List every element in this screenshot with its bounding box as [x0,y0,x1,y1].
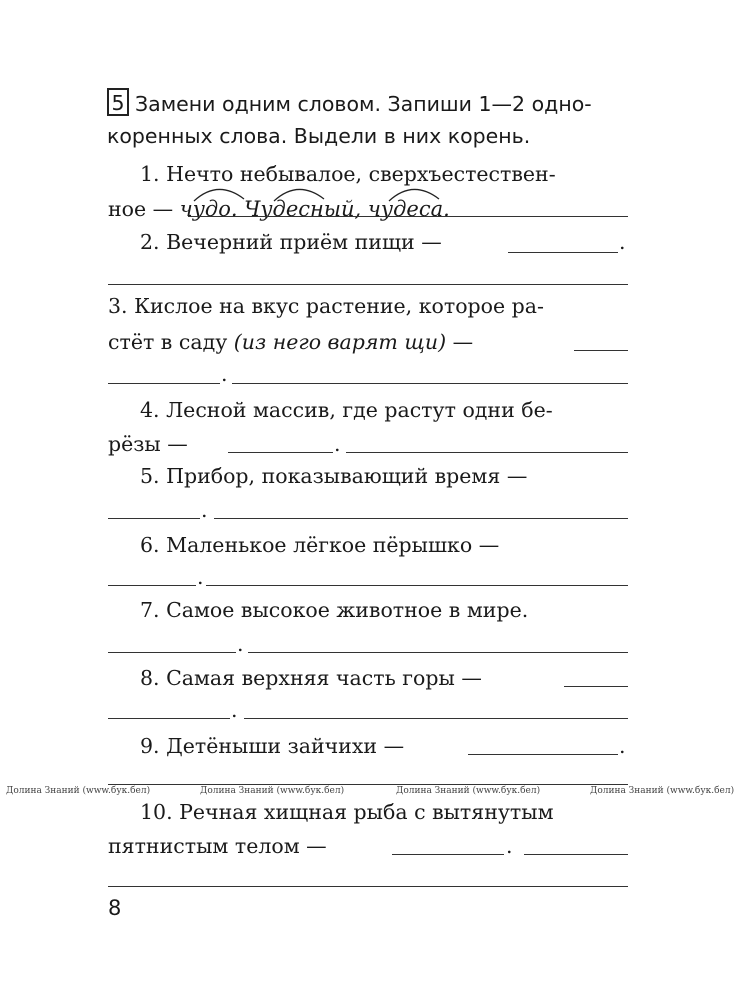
answer-line [188,216,628,217]
workbook-page: 5 Замени одним словом. Запиши 1—2 одно- коренных слова. Выдели в них корень. 1. Нечто небывалое, сверхъестествен- ное — чудо. Чудесный, чудеса. 2. Вечерний приём пищи — . 3. Кислое на вкус растение, которое ра- стёт в саду (из него варят щи) — . 4. Лесной массив, где растут одни бе- рёзы — . 5. Прибор, показывающий время — . 6. Маленькое лёгкое пёрышко — . 7. Самое высокое животное в мире. . 8. Самая верхняя часть горы — . 9. Детёныши зайчихи — . Долина Знаний (www.бук.бел) Долина Знаний (www.бук.бел) Долина Знаний (www.бук.бел) Долина Знаний (www.бук.бел) 10. Речная хищная рыба с вытянутым пятнистым телом — . 8 [0,0,707,1000]
item-8-line1: 8. Самая верхняя часть горы — [140,666,482,690]
answer-line [228,452,333,453]
watermark: Долина Знаний (www.бук.бел) [6,786,151,796]
answer-line [108,784,628,785]
item-1-answer-1: чудо [179,197,231,221]
task-number: 5 [107,88,129,116]
item-10-line1: 10. Речная хищная рыба с вытянутым [140,800,554,824]
answer-line [468,754,618,755]
task-header [107,88,637,152]
root-mark [190,185,250,205]
item-3-hint: (из него варят щи) [233,330,447,354]
item-1-line1: 1. Нечто небывалое, сверхъестествен- [140,162,556,186]
answer-line [232,383,628,384]
item-3-line1: 3. Кислое на вкус растение, которое ра- [108,294,544,318]
answer-line [508,252,618,253]
answer-line [108,585,196,586]
item-1-answer-2: Чудесный, чудеса. [244,197,450,221]
item-5-line1: 5. Прибор, показывающий время — [140,464,528,488]
root-mark [385,185,445,205]
page-number: 8 [108,896,122,920]
item-7-line1: 7. Самое высокое животное в мире. [140,598,529,622]
item-6-line1: 6. Маленькое лёгкое пёрышко — [140,533,500,557]
answer-line [206,585,628,586]
item-9-line1: 9. Детёныши зайчихи — [140,734,405,758]
item-2-line1: 2. Вечерний приём пищи — [140,230,442,254]
answer-line [524,854,628,855]
watermark: Долина Знаний (www.бук.бел) [590,786,734,796]
task-instruction-line1: Замени одним словом. Запиши 1—2 одно- [135,92,592,116]
answer-line [346,452,628,453]
answer-line [108,284,628,285]
answer-line [108,718,230,719]
answer-line [108,886,628,887]
item-1-prefix: ное — [108,197,174,221]
item-3-line2: стёт в саду (из него варят щи) — [108,330,474,354]
answer-line [214,518,628,519]
root-mark [270,185,330,205]
item-4-line2: рёзы — [108,432,188,456]
answer-line [108,383,220,384]
answer-line [574,350,628,351]
answer-line [244,718,628,719]
answer-line [392,854,504,855]
task-instruction-line2: коренных слова. Выдели в них корень. [107,124,531,148]
answer-line [564,686,628,687]
answer-line [108,652,236,653]
item-1-line2: ное — чудо. Чудесный, чудеса. [108,197,450,221]
watermark: Долина Знаний (www.бук.бел) [200,786,345,796]
answer-line [108,518,200,519]
answer-line [248,652,628,653]
item-4-line1: 4. Лесной массив, где растут одни бе- [140,398,553,422]
item-10-line2: пятнистым телом — [108,834,327,858]
item-3-line2-text: стёт в саду [108,330,228,354]
watermark: Долина Знаний (www.бук.бел) [396,786,541,796]
